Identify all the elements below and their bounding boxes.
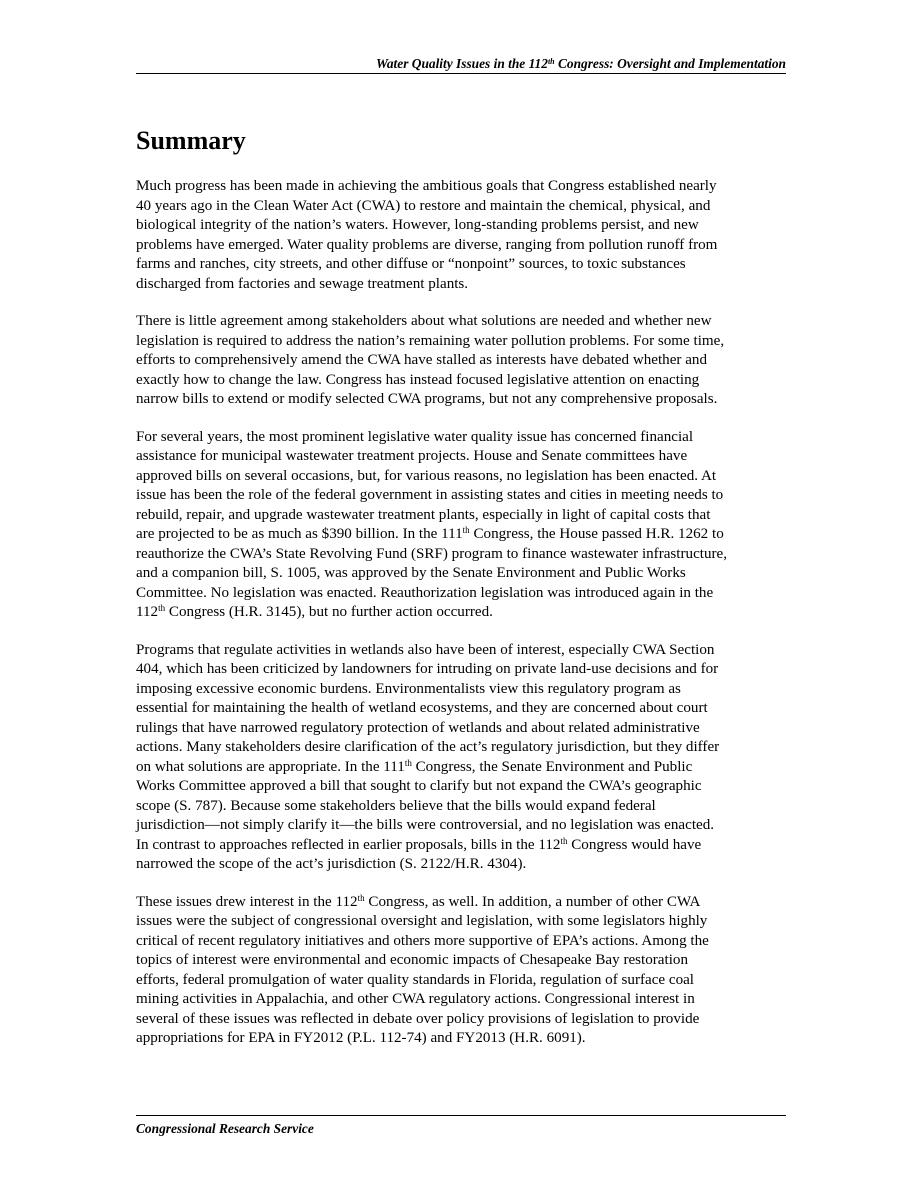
- text-segment: Congress would have: [567, 836, 702, 853]
- text-line: farms and ranches, city streets, and other diffuse or “nonpoint” sources, to toxic substances: [136, 256, 686, 272]
- text-line: For several years, the most prominent legislative water quality issue has concerned financial: [136, 428, 694, 445]
- ordinal-superscript: th: [404, 757, 412, 768]
- text-line: There is little agreement among stakeholders about what solutions are needed and whether new: [136, 313, 712, 329]
- text-line: jurisdiction—not simply clarify it—the bills were controversial, and no legislation was enacted.: [136, 817, 715, 833]
- text-segment: In contrast to approaches reflected in earlier proposals, bills in the 112: [136, 836, 561, 853]
- text-line: Programs that regulate activities in wetlands also have been of interest, especially CWA Section: [136, 641, 715, 658]
- text-line: Committee. No legislation was enacted. Reauthorization legislation was introduced again in the: [136, 584, 714, 601]
- text-line: mining activities in Appalachia, and other CWA regulatory actions. Congressional interest in: [136, 991, 695, 1007]
- paragraph-4: [136, 641, 786, 875]
- paragraph-5: [136, 893, 786, 1049]
- text-line: Much progress has been made in achieving the ambitious goals that Congress established nearly: [136, 178, 717, 194]
- text-line: legislation is required to address the nation’s remaining water pollution problems. For some time,: [136, 332, 725, 349]
- summary-heading: Summary: [136, 126, 246, 155]
- text-line: [136, 893, 786, 913]
- ordinal-superscript: th: [158, 603, 166, 613]
- text-segment: Congress (H.R. 3145), but no further action occurred.: [165, 604, 493, 620]
- text-line: reauthorize the CWA’s State Revolving Fund (SRF) program to finance wastewater infrastructure,: [136, 545, 728, 562]
- text-segment: Congress, the Senate Environment and Public: [411, 758, 693, 775]
- header-title-sup: th: [547, 57, 555, 66]
- text-segment: are projected to be as much as $390 billion. In the 111: [136, 526, 463, 542]
- header-title-post: Congress: Oversight and Implementation: [554, 56, 786, 71]
- text-line: assistance for municipal wastewater treatment projects. House and Senate committees have: [136, 448, 688, 464]
- paragraph-2: [136, 312, 786, 410]
- text-line: topics of interest were environmental and economic impacts of Chesapeake Bay restoration: [136, 952, 688, 968]
- text-line: issue has been the role of the federal government in assisting states and cities in meeting needs to: [136, 487, 724, 503]
- text-segment: on what solutions are appropriate. In the 111: [136, 758, 405, 775]
- text-line: exactly how to change the law. Congress has instead focused legislative attention on enacting: [136, 371, 700, 388]
- text-line: [136, 603, 786, 623]
- text-line: critical of recent regulatory initiatives and others more supportive of EPA’s actions. Among the: [136, 932, 709, 949]
- text-line: Works Committee approved a bill that sought to clarify but not expand the CWA’s geographic: [136, 778, 702, 794]
- text-line: narrowed the scope of the act’s jurisdiction (S. 2122/H.R. 4304).: [136, 856, 527, 872]
- text-line: actions. Many stakeholders desire clarification of the act’s regulatory jurisdiction, but they differ: [136, 739, 720, 755]
- text-line: efforts to comprehensively amend the CWA have stalled as interests have debated whether and: [136, 352, 707, 368]
- text-line: discharged from factories and sewage treatment plants.: [136, 275, 469, 292]
- text-line: 404, which has been criticized by landowners for intruding on private land-use decisions and for: [136, 661, 719, 677]
- text-line: several of these issues was reflected in debate over policy provisions of legislation to provide: [136, 1010, 700, 1027]
- paragraph-3: [136, 428, 786, 623]
- text-line: approved bills on several occasions, but, for various reasons, no legislation has been enacted. At: [136, 467, 717, 484]
- text-segment: 112: [136, 604, 159, 620]
- text-line: essential for maintaining the health of wetland ecosystems, and they are concerned about court: [136, 700, 708, 716]
- text-line: [136, 758, 786, 778]
- text-line: [136, 525, 786, 545]
- text-line: and a companion bill, S. 1005, was approved by the Senate Environment and Public Works: [136, 565, 686, 581]
- text-line: issues were the subject of congressional oversight and legislation, with some legislators highly: [136, 913, 708, 929]
- text-segment: These issues drew interest in the 112: [136, 893, 358, 910]
- text-line: appropriations for EPA in FY2012 (P.L. 112-74) and FY2013 (H.R. 6091).: [136, 1030, 586, 1046]
- text-line: rulings that have narrowed regulatory protection of wetlands and about related administrative: [136, 719, 700, 736]
- text-line: biological integrity of the nation’s waters. However, long-standing problems persist, and new: [136, 217, 699, 233]
- text-line: rebuild, repair, and upgrade wastewater treatment plants, especially in light of capital costs that: [136, 506, 711, 523]
- running-header: [136, 56, 786, 72]
- text-segment: Congress, as well. In addition, a number of other CWA: [364, 893, 701, 910]
- footer-label: Congressional Research Service: [136, 1121, 314, 1136]
- ordinal-superscript: th: [462, 525, 470, 535]
- text-line: efforts, federal promulgation of water quality standards in Florida, regulation of surface coal: [136, 971, 695, 988]
- paragraph-1: [136, 177, 786, 294]
- text-line: narrow bills to extend or modify selected CWA programs, but not any comprehensive proposals.: [136, 391, 718, 407]
- text-line: 40 years ago in the Clean Water Act (CWA) to restore and maintain the chemical, physical, and: [136, 197, 711, 214]
- text-line: [136, 836, 786, 856]
- ordinal-superscript: th: [357, 892, 365, 903]
- header-title-pre: Water Quality Issues in the 112: [375, 56, 548, 71]
- text-segment: Congress, the House passed H.R. 1262 to: [469, 526, 724, 542]
- text-line: problems have emerged. Water quality problems are diverse, ranging from pollution runoff from: [136, 236, 718, 253]
- text-line: imposing excessive economic burdens. Environmentalists view this regulatory program as: [136, 680, 681, 697]
- text-line: scope (S. 787). Because some stakeholders believe that the bills would expand federal: [136, 797, 656, 814]
- footer-rule: [136, 1115, 786, 1116]
- summary-body: [136, 177, 786, 1067]
- header-rule: [136, 73, 786, 74]
- ordinal-superscript: th: [560, 835, 568, 846]
